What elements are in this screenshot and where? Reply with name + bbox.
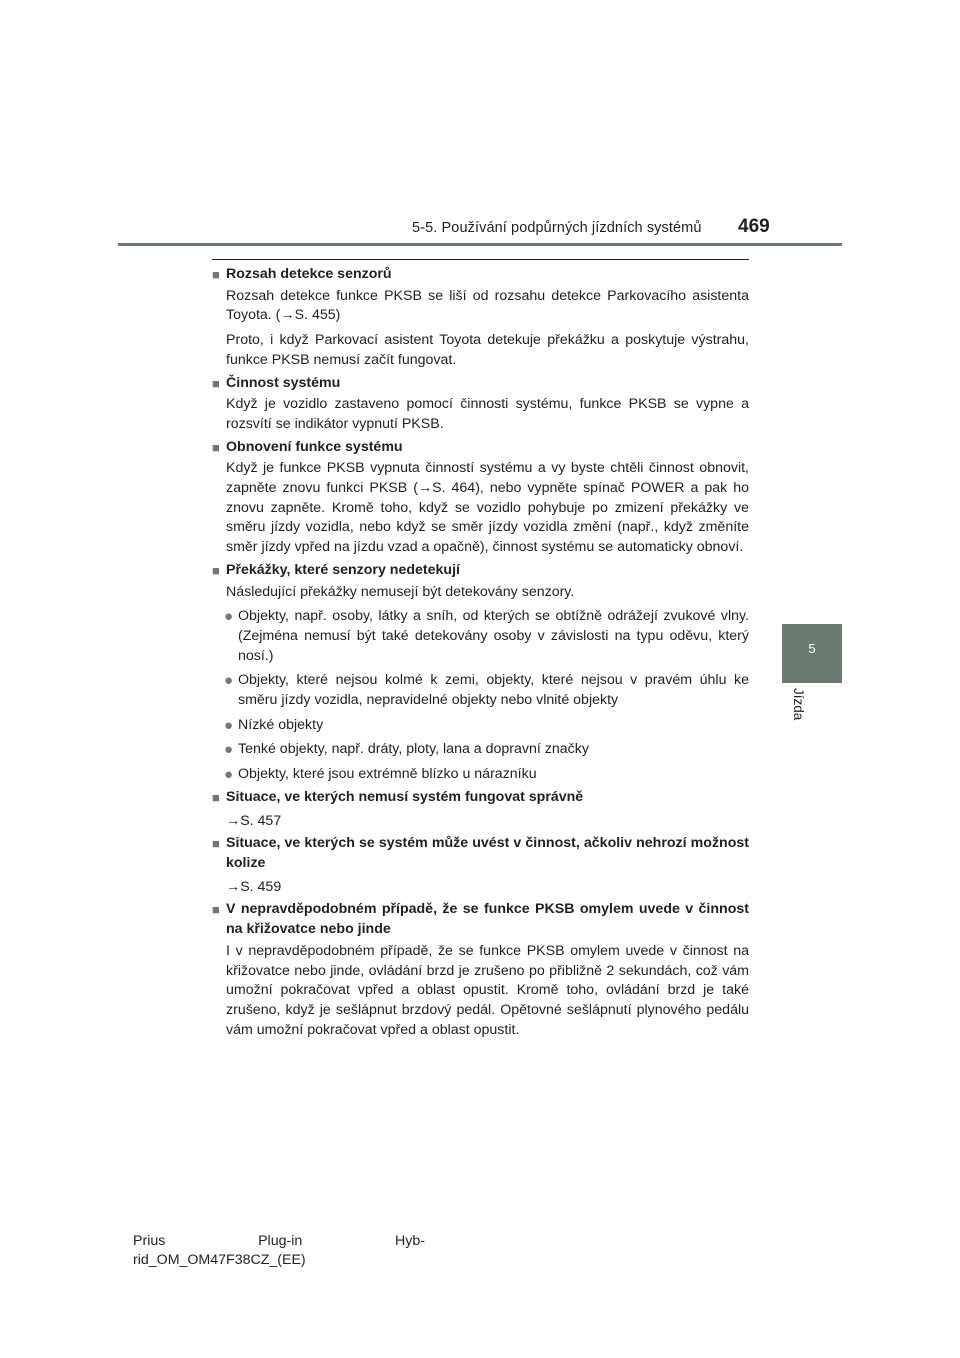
list-item-text: Objekty, které nejsou kolmé k zemi, objekty, které nejsou v pravém úhlu ke směru jízdy vozidla, nepravidelné objekty nebo vlnité objekty	[238, 672, 749, 709]
header-divider	[118, 243, 842, 246]
list-item-text: Tenké objekty, např. dráty, ploty, lana a dopravní značky	[238, 741, 589, 758]
square-bullet-icon: ■	[212, 439, 220, 455]
running-header-section-title: 5-5. Používání podpůrných jízdních systémů	[412, 220, 702, 236]
section-system-restore	[212, 438, 749, 558]
round-bullet-icon: ●	[224, 716, 234, 734]
section-paragraph: Když je vozidlo zastaveno pomocí činnosti systému, funkce PKSB se vypne a rozsvítí se indikátor vypnutí PKSB.	[226, 396, 749, 432]
chapter-tab-number: 5	[808, 641, 816, 656]
square-bullet-icon: ■	[212, 562, 220, 578]
list-item-text: Objekty, např. osoby, látky a sníh, od kterých se obtížně odrážejí zvukové vlny. (Zejména nemusí být také detekovány osoby v závislosti na typu oděvu, který nosí.)	[238, 608, 749, 664]
section-heading: Obnovení funkce systému	[226, 438, 403, 455]
round-bullet-icon: ●	[224, 741, 234, 759]
section-accidental-activation	[212, 900, 749, 1040]
footer-model-code	[133, 1232, 453, 1270]
list-item-text: Nízké objekty	[238, 716, 324, 733]
section-malfunction-situations	[212, 788, 749, 831]
list-item	[224, 607, 749, 666]
section-paragraph: Proto, i když Parkovací asistent Toyota detekuje překážku a poskytuje výstrahu, funkce PKSB nemusí začít fungovat.	[226, 332, 749, 368]
section-system-operation	[212, 374, 749, 435]
section-paragraph: Následující překážky nemusejí být detekovány senzory.	[226, 583, 575, 600]
list-item	[224, 740, 749, 760]
main-content	[212, 265, 749, 1040]
footer-word: Prius	[133, 1233, 166, 1249]
page-number: 469	[738, 216, 770, 237]
round-bullet-icon: ●	[224, 766, 234, 784]
section-false-activation-situations	[212, 834, 749, 897]
section-paragraph: Rozsah detekce funkce PKSB se liší od rozsahu detekce Parkovacího asistenta Toyota. (→S. 455)	[226, 287, 749, 324]
section-heading: Rozsah detekce senzorů	[226, 266, 392, 282]
square-bullet-icon: ■	[212, 789, 220, 805]
section-heading: Situace, ve kterých se systém může uvést v činnost, ačkoliv nehrozí možnost kolize	[226, 835, 749, 871]
list-item-text: Objekty, které jsou extrémně blízko u nárazníku	[238, 766, 537, 783]
round-bullet-icon: ●	[224, 672, 234, 690]
footer-word: Plug-in	[258, 1233, 303, 1249]
list-item	[224, 765, 749, 785]
footer-word: Hyb-	[395, 1233, 425, 1249]
section-paragraph: I v nepravděpodobném případě, že se funkce PKSB omylem uvede v činnost na křižovatce nebo jinde, ovládání brzd je zrušeno po přibližně 2 sekundách, což vám umožní pokračovat vpřed a oblast opustit. Kromě toho, ovládání brzd je také zrušeno, když je sešlápnut brzdový pedál. Opětovné sešlápnutí plynového pedálu vám umožní pokračovat vpřed a oblast opustit.	[226, 942, 749, 1038]
section-paragraph: Když je funkce PKSB vypnuta činností systému a vy byste chtěli činnost obnovit, zapněte znovu funkci PKSB (→S. 464), nebo vypněte spínač POWER a pak ho znovu zapněte. Kromě toho, když se vozidlo pohybuje po zmizení překážky ve směru jízdy vozidla, nebo když se směr jízdy vozidla změní (např., když změníte směr jízdy vpřed na jízdu vzad a opačně), činnost systému se automaticky obnoví.	[226, 460, 749, 556]
chapter-tab-label: Jízda	[791, 688, 806, 721]
round-bullet-icon: ●	[224, 608, 234, 626]
section-heading: Situace, ve kterých nemusí systém fungovat správně	[226, 788, 584, 805]
square-bullet-icon: ■	[212, 836, 220, 852]
page-reference: →S. 457	[226, 812, 282, 829]
square-bullet-icon: ■	[212, 902, 220, 918]
content-top-divider	[212, 259, 749, 260]
section-undetected-obstacles	[212, 561, 749, 785]
section-heading: Činnost systému	[226, 374, 341, 391]
footer-code: rid_OM_OM47F38CZ_(EE)	[133, 1252, 306, 1268]
list-item	[224, 716, 749, 736]
section-heading: V nepravděpodobném případě, že se funkce PKSB omylem uvede v činnost na křižovatce nebo jinde	[226, 901, 749, 938]
square-bullet-icon: ■	[212, 267, 220, 282]
section-sensor-range	[212, 265, 749, 371]
list-item	[224, 671, 749, 710]
page-reference: →S. 459	[226, 878, 282, 895]
square-bullet-icon: ■	[212, 375, 220, 391]
section-heading: Překážky, které senzory nedetekují	[226, 561, 460, 578]
